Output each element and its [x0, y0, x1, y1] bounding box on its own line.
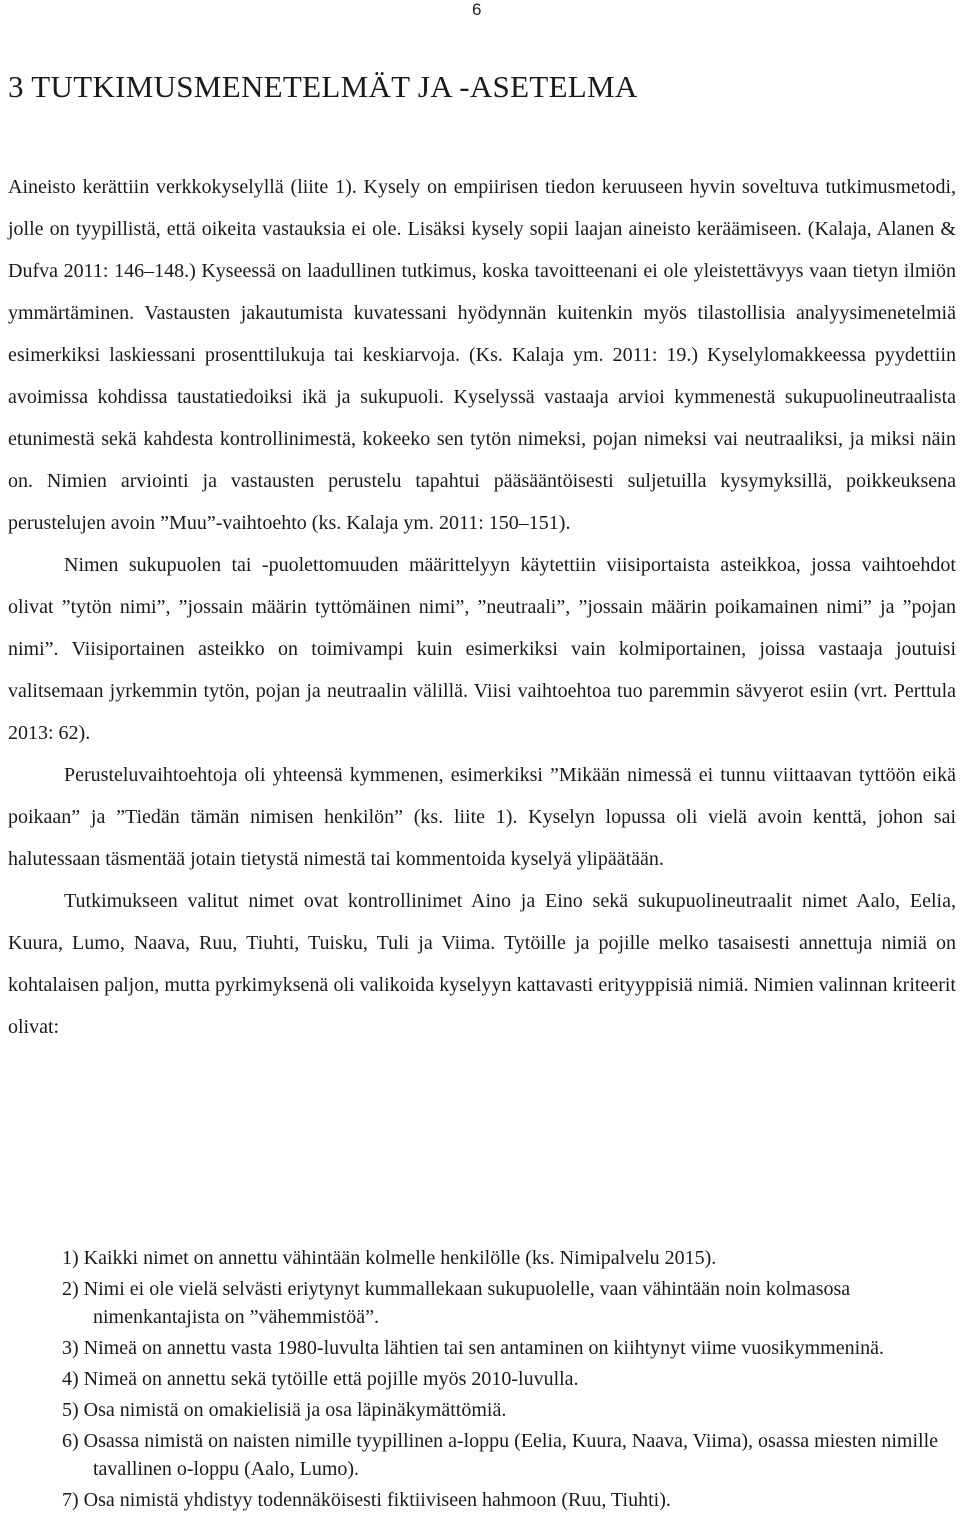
criteria-item: 3) Nimeä on annettu vasta 1980-luvulta lähtien tai sen antaminen on kiihtynyt viime vuosikymmeninä. — [62, 1337, 885, 1359]
section-heading: 3 TUTKIMUSMENETELMÄT JA -ASETELMA — [8, 69, 638, 104]
criteria-item: 6) Osassa nimistä on naisten nimille tyypillinen a-loppu (Eelia, Kuura, Naava, Viima), osassa miesten nimille tavallinen o-loppu (Aalo, Lumo). — [62, 1430, 939, 1480]
paragraph-scale: Nimen sukupuolen tai -puolettomuuden määrittelyyn käytettiin viisiportaista asteikkoa, jossa vaihtoehdot olivat ”tytön nimi”, ”jossain määrin tyttömäinen nimi”, ”neutraali”, ”jossain määrin poikamainen nimi” ja ”pojan nimi”. Viisiportainen asteikko on toimivampi kuin esimerkiksi vain kolmiportainen, joissa vastaaja joutuisi valitsemaan jyrkemmin tytön, pojan ja neutraalin välillä. Viisi vaihtoehtoa tuo paremmin sävyerot esiin (vrt. Perttula 2013: 62). — [8, 554, 956, 744]
criteria-item: 2) Nimi ei ole vielä selvästi eriytynyt kummallekaan sukupuolelle, vaan vähintään noin kolmasosa nimenkantajista on ”vähemmistöä”. — [62, 1278, 851, 1328]
paragraph-method: Aineisto kerättiin verkkokyselyllä (liite 1). Kysely on empiirisen tiedon keruuseen hyvin soveltuva tutkimusmetodi, jolle on tyypillistä, että oikeita vastauksia ei ole. Lisäksi kysely sopii laajan aineisto keräämiseen. (Kalaja, Alanen & Dufva 2011: 146–148.) Kyseessä on laadullinen tutkimus, koska tavoitteenani ei ole yleistettävyys vaan tietyn ilmiön ymmärtäminen. Vastausten jakautumista kuvatessani hyödynnän kuitenkin myös tilastollisia analyysimenetelmiä esimerkiksi laskiessani prosenttilukuja tai keskiarvoja. (Ks. Kalaja ym. 2011: 19.) Kyselylomakkeessa pyydettiin avoimissa kohdissa taustatiedoiksi ikä ja sukupuoli. Kyselyssä vastaaja arvioi kymmenestä sukupuolineutraalista etunimestä sekä kahdesta kontrollinimestä, kokeeko sen tytön nimeksi, pojan nimeksi vai neutraaliksi, ja miksi näin on. Nimien arviointi ja vastausten perustelu tapahtui pääsääntöisesti suljetuilla kysymyksillä, poikkeuksena perustelujen avoin ”Muu”-vaihtoehto (ks. Kalaja ym. 2011: 150–151). — [8, 176, 956, 534]
criteria-item: 5) Osa nimistä on omakielisiä ja osa läpinäkymättömiä. — [62, 1399, 507, 1421]
criteria-item: 1) Kaikki nimet on annettu vähintään kolmelle henkilölle (ks. Nimipalvelu 2015). — [62, 1247, 717, 1269]
criteria-item: 4) Nimeä on annettu sekä tytöille että pojille myös 2010-luvulla. — [62, 1368, 579, 1390]
criteria-item: 7) Osa nimistä yhdistyy todennäköisesti fiktiiviseen hahmoon (Ruu, Tiuhti). — [62, 1489, 671, 1511]
body-text — [8, 166, 956, 1048]
page-number: 6 — [472, 0, 482, 19]
paragraph-names: Tutkimukseen valitut nimet ovat kontrollinimet Aino ja Eino sekä sukupuolineutraalit nimet Aalo, Eelia, Kuura, Lumo, Naava, Ruu, Tiuhti, Tuisku, Tuli ja Viima. Tytöille ja pojille melko tasaisesti annettuja nimiä on kohtalaisen paljon, mutta pyrkimyksenä oli valikoida kyselyyn kattavasti erityyppisiä nimiä. Nimien valinnan kriteerit olivat: — [8, 890, 956, 1038]
criteria-list — [62, 1244, 958, 1517]
paragraph-justifications: Perusteluvaihtoehtoja oli yhteensä kymmenen, esimerkiksi ”Mikään nimessä ei tunnu viittaavan tyttöön eikä poikaan” ja ”Tiedän tämän nimisen henkilön” (ks. liite 1). Kyselyn lopussa oli vielä avoin kenttä, johon sai halutessaan täsmentää jotain tietystä nimestä tai kommentoida kyselyä ylipäätään. — [8, 764, 956, 870]
